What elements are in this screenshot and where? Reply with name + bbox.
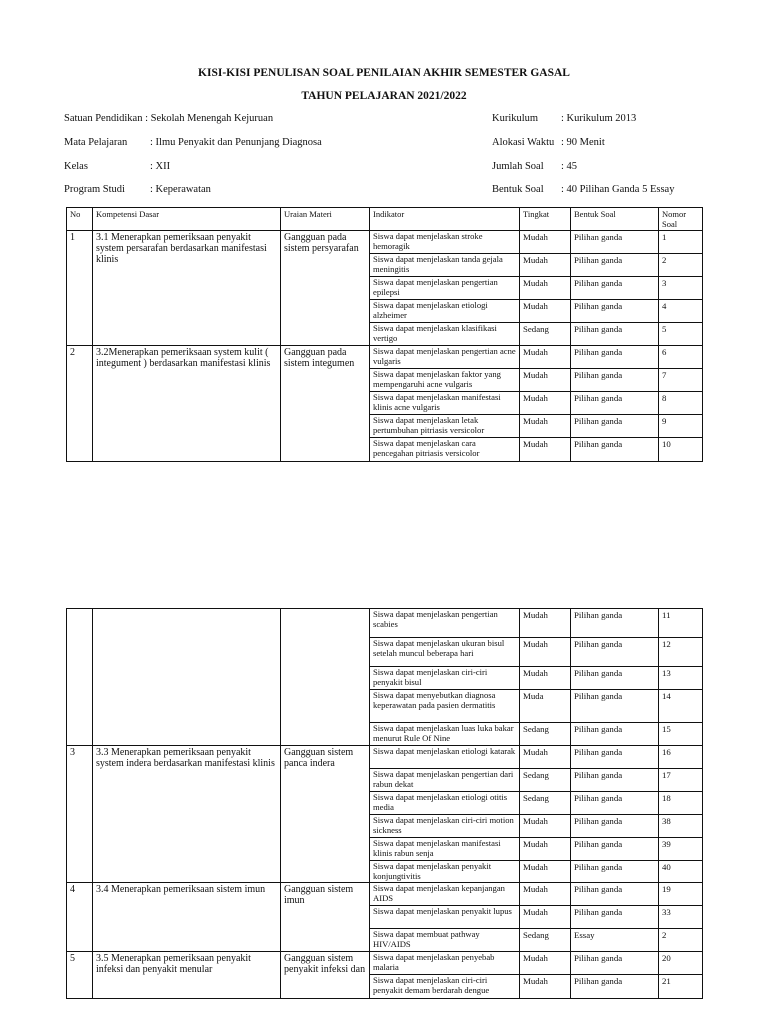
row-number: 4	[67, 883, 93, 952]
info-kurikulum-label: Kurikulum	[492, 113, 539, 124]
tingkat-cell: Mudah	[520, 415, 571, 438]
row-number: 1	[67, 231, 93, 346]
tingkat-cell: Mudah	[520, 638, 571, 667]
indikator-cell: Siswa dapat menjelaskan letak pertumbuhan pitriasis versicolor	[370, 415, 520, 438]
bentuk-soal-cell: Pilihan ganda	[571, 415, 659, 438]
nomor-soal-cell: 40	[659, 861, 703, 883]
bentuk-soal-cell: Pilihan ganda	[571, 690, 659, 723]
indikator-cell: Siswa dapat menjelaskan ciri-ciri penyakit bisul	[370, 667, 520, 690]
indikator-cell: Siswa dapat menjelaskan etiologi alzheimer	[370, 300, 520, 323]
indikator-cell: Siswa dapat menjelaskan pengertian scabies	[370, 609, 520, 638]
nomor-soal-cell: 15	[659, 723, 703, 746]
header-tingkat: Tingkat	[520, 208, 571, 231]
indikator-cell: Siswa dapat menjelaskan penyakit konjungtivitis	[370, 861, 520, 883]
indikator-cell: Siswa dapat menjelaskan ciri-ciri penyakit demam berdarah dengue	[370, 975, 520, 999]
nomor-soal-cell: 5	[659, 323, 703, 346]
nomor-soal-cell: 4	[659, 300, 703, 323]
row-number	[67, 609, 93, 746]
tingkat-cell: Mudah	[520, 277, 571, 300]
header-indikator: Indikator	[370, 208, 520, 231]
bentuk-soal-cell: Pilihan ganda	[571, 392, 659, 415]
tingkat-cell: Sedang	[520, 769, 571, 792]
indikator-cell: Siswa dapat menjelaskan tanda gejala meningitis	[370, 254, 520, 277]
uraian-materi-cell: Gangguan sistem imun	[281, 883, 370, 952]
table-row	[67, 346, 703, 369]
nomor-soal-cell: 2	[659, 254, 703, 277]
bentuk-soal-cell: Pilihan ganda	[571, 975, 659, 999]
table-header-row	[67, 208, 703, 231]
nomor-soal-cell: 17	[659, 769, 703, 792]
bentuk-soal-cell: Pilihan ganda	[571, 609, 659, 638]
nomor-soal-cell: 18	[659, 792, 703, 815]
nomor-soal-cell: 14	[659, 690, 703, 723]
bentuk-soal-cell: Pilihan ganda	[571, 861, 659, 883]
kompetensi-dasar-cell: 3.3 Menerapkan pemeriksaan penyakit system indera berdasarkan manifestasi klinis	[93, 746, 281, 883]
uraian-materi-cell	[281, 609, 370, 746]
kompetensi-dasar-cell	[93, 609, 281, 746]
kompetensi-dasar-cell: 3.1 Menerapkan pemeriksaan penyakit system persarafan berdasarkan manifestasi klinis	[93, 231, 281, 346]
bentuk-soal-cell: Pilihan ganda	[571, 883, 659, 906]
tingkat-cell: Mudah	[520, 861, 571, 883]
nomor-soal-cell: 33	[659, 906, 703, 929]
header-materi: Uraian Materi	[281, 208, 370, 231]
nomor-soal-cell: 13	[659, 667, 703, 690]
indikator-cell: Siswa dapat menjelaskan kepanjangan AIDS	[370, 883, 520, 906]
tingkat-cell: Mudah	[520, 254, 571, 277]
info-prodi-value: : Keperawatan	[150, 184, 211, 195]
bentuk-soal-cell: Pilihan ganda	[571, 838, 659, 861]
header-kompetensi: Kompetensi Dasar	[93, 208, 281, 231]
nomor-soal-cell: 2	[659, 929, 703, 952]
info-alokasi-value: : 90 Menit	[561, 137, 605, 148]
kisi-kisi-table-2	[66, 608, 703, 999]
indikator-cell: Siswa dapat menjelaskan pengertian epilepsi	[370, 277, 520, 300]
tingkat-cell: Mudah	[520, 815, 571, 838]
bentuk-soal-cell: Pilihan ganda	[571, 438, 659, 462]
indikator-cell: Siswa dapat menjelaskan pengertian acne vulgaris	[370, 346, 520, 369]
info-kurikulum-value: : Kurikulum 2013	[561, 113, 637, 124]
indikator-cell: Siswa dapat menjelaskan etiologi otitis media	[370, 792, 520, 815]
nomor-soal-cell: 21	[659, 975, 703, 999]
header-nomor: Nomor Soal	[659, 208, 703, 231]
table-row	[67, 746, 703, 769]
indikator-cell: Siswa dapat menjelaskan faktor yang mempengaruhi acne vulgaris	[370, 369, 520, 392]
tingkat-cell: Mudah	[520, 438, 571, 462]
table-row	[67, 952, 703, 975]
bentuk-soal-cell: Pilihan ganda	[571, 369, 659, 392]
bentuk-soal-cell: Pilihan ganda	[571, 952, 659, 975]
nomor-soal-cell: 1	[659, 231, 703, 254]
info-jumlah-value: : 45	[561, 161, 578, 172]
info-kelas-label: Kelas	[64, 161, 88, 172]
indikator-cell: Siswa dapat menjelaskan luas luka bakar menurut Rule Of Nine	[370, 723, 520, 746]
nomor-soal-cell: 20	[659, 952, 703, 975]
document-subtitle: TAHUN PELAJARAN 2021/2022	[301, 90, 467, 102]
bentuk-soal-cell: Pilihan ganda	[571, 746, 659, 769]
indikator-cell: Siswa dapat menjelaskan cara pencegahan pitriasis versicolor	[370, 438, 520, 462]
indikator-cell: Siswa dapat menjelaskan manifestasi klinis acne vulgaris	[370, 392, 520, 415]
info-bentuk-value: : 40 Pilihan Ganda 5 Essay	[561, 184, 675, 195]
tingkat-cell: Sedang	[520, 323, 571, 346]
indikator-cell: Siswa dapat menjelaskan etiologi katarak	[370, 746, 520, 769]
info-jumlah-label: Jumlah Soal	[492, 161, 544, 172]
tingkat-cell: Mudah	[520, 838, 571, 861]
nomor-soal-cell: 7	[659, 369, 703, 392]
nomor-soal-cell: 10	[659, 438, 703, 462]
info-mapel-label: Mata Pelajaran	[64, 137, 128, 148]
nomor-soal-cell: 8	[659, 392, 703, 415]
tingkat-cell: Mudah	[520, 300, 571, 323]
indikator-cell: Siswa dapat menjelaskan stroke hemoragik	[370, 231, 520, 254]
bentuk-soal-cell: Pilihan ganda	[571, 277, 659, 300]
indikator-cell: Siswa dapat menyebutkan diagnosa keperawatan pada pasien dermatitis	[370, 690, 520, 723]
uraian-materi-cell: Gangguan sistem panca indera	[281, 746, 370, 883]
bentuk-soal-cell: Pilihan ganda	[571, 254, 659, 277]
nomor-soal-cell: 16	[659, 746, 703, 769]
tingkat-cell: Mudah	[520, 392, 571, 415]
info-prodi-label: Program Studi	[64, 184, 125, 195]
indikator-cell: Siswa dapat menjelaskan penyakit lupus	[370, 906, 520, 929]
tingkat-cell: Mudah	[520, 906, 571, 929]
kompetensi-dasar-cell: 3.4 Menerapkan pemeriksaan sistem imun	[93, 883, 281, 952]
indikator-cell: Siswa dapat membuat pathway HIV/AIDS	[370, 929, 520, 952]
uraian-materi-cell: Gangguan pada sistem integumen	[281, 346, 370, 462]
bentuk-soal-cell: Essay	[571, 929, 659, 952]
uraian-materi-cell: Gangguan pada sistem persyarafan	[281, 231, 370, 346]
indikator-cell: Siswa dapat menjelaskan pengertian dari rabun dekat	[370, 769, 520, 792]
bentuk-soal-cell: Pilihan ganda	[571, 667, 659, 690]
nomor-soal-cell: 11	[659, 609, 703, 638]
bentuk-soal-cell: Pilihan ganda	[571, 906, 659, 929]
tingkat-cell: Mudah	[520, 667, 571, 690]
bentuk-soal-cell: Pilihan ganda	[571, 638, 659, 667]
row-number: 2	[67, 346, 93, 462]
table-row	[67, 609, 703, 638]
bentuk-soal-cell: Pilihan ganda	[571, 300, 659, 323]
uraian-materi-cell: Gangguan sistem penyakit infeksi dan	[281, 952, 370, 999]
info-mapel-value: : Ilmu Penyakit dan Penunjang Diagnosa	[150, 137, 322, 148]
table-row	[67, 883, 703, 906]
info-bentuk-label: Bentuk Soal	[492, 184, 544, 195]
tingkat-cell: Mudah	[520, 975, 571, 999]
info-alokasi-label: Alokasi Waktu	[492, 137, 555, 148]
indikator-cell: Siswa dapat menjelaskan manifestasi klinis rabun senja	[370, 838, 520, 861]
row-number: 5	[67, 952, 93, 999]
tingkat-cell: Sedang	[520, 723, 571, 746]
nomor-soal-cell: 9	[659, 415, 703, 438]
nomor-soal-cell: 6	[659, 346, 703, 369]
nomor-soal-cell: 3	[659, 277, 703, 300]
indikator-cell: Siswa dapat menjelaskan ukuran bisul setelah muncul beberapa hari	[370, 638, 520, 667]
header-bentuk: Bentuk Soal	[571, 208, 659, 231]
nomor-soal-cell: 38	[659, 815, 703, 838]
tingkat-cell: Mudah	[520, 346, 571, 369]
tingkat-cell: Sedang	[520, 929, 571, 952]
nomor-soal-cell: 19	[659, 883, 703, 906]
nomor-soal-cell: 12	[659, 638, 703, 667]
bentuk-soal-cell: Pilihan ganda	[571, 792, 659, 815]
bentuk-soal-cell: Pilihan ganda	[571, 769, 659, 792]
tingkat-cell: Mudah	[520, 746, 571, 769]
table-row	[67, 231, 703, 254]
kompetensi-dasar-cell: 3.2Menerapkan pemeriksaan system kulit ( integument ) berdasarkan manifestasi klinis	[93, 346, 281, 462]
tingkat-cell: Sedang	[520, 792, 571, 815]
tingkat-cell: Mudah	[520, 231, 571, 254]
bentuk-soal-cell: Pilihan ganda	[571, 723, 659, 746]
indikator-cell: Siswa dapat menjelaskan ciri-ciri motion sickness	[370, 815, 520, 838]
header-no: No	[67, 208, 93, 231]
bentuk-soal-cell: Pilihan ganda	[571, 815, 659, 838]
kisi-kisi-table-1	[66, 207, 703, 462]
info-kelas-value: : XII	[150, 161, 171, 172]
tingkat-cell: Mudah	[520, 883, 571, 906]
indikator-cell: Siswa dapat menjelaskan klasifikasi vertigo	[370, 323, 520, 346]
kompetensi-dasar-cell: 3.5 Menerapkan pemeriksaan penyakit infeksi dan penyakit menular	[93, 952, 281, 999]
document-title: KISI-KISI PENULISAN SOAL PENILAIAN AKHIR SEMESTER GASAL	[198, 67, 570, 79]
indikator-cell: Siswa dapat menjelaskan penyebab malaria	[370, 952, 520, 975]
tingkat-cell: Mudah	[520, 369, 571, 392]
bentuk-soal-cell: Pilihan ganda	[571, 323, 659, 346]
tingkat-cell: Muda	[520, 690, 571, 723]
bentuk-soal-cell: Pilihan ganda	[571, 231, 659, 254]
tingkat-cell: Mudah	[520, 609, 571, 638]
nomor-soal-cell: 39	[659, 838, 703, 861]
bentuk-soal-cell: Pilihan ganda	[571, 346, 659, 369]
row-number: 3	[67, 746, 93, 883]
info-satuan-pendidikan: Satuan Pendidikan : Sekolah Menengah Kejuruan	[64, 113, 274, 124]
tingkat-cell: Mudah	[520, 952, 571, 975]
